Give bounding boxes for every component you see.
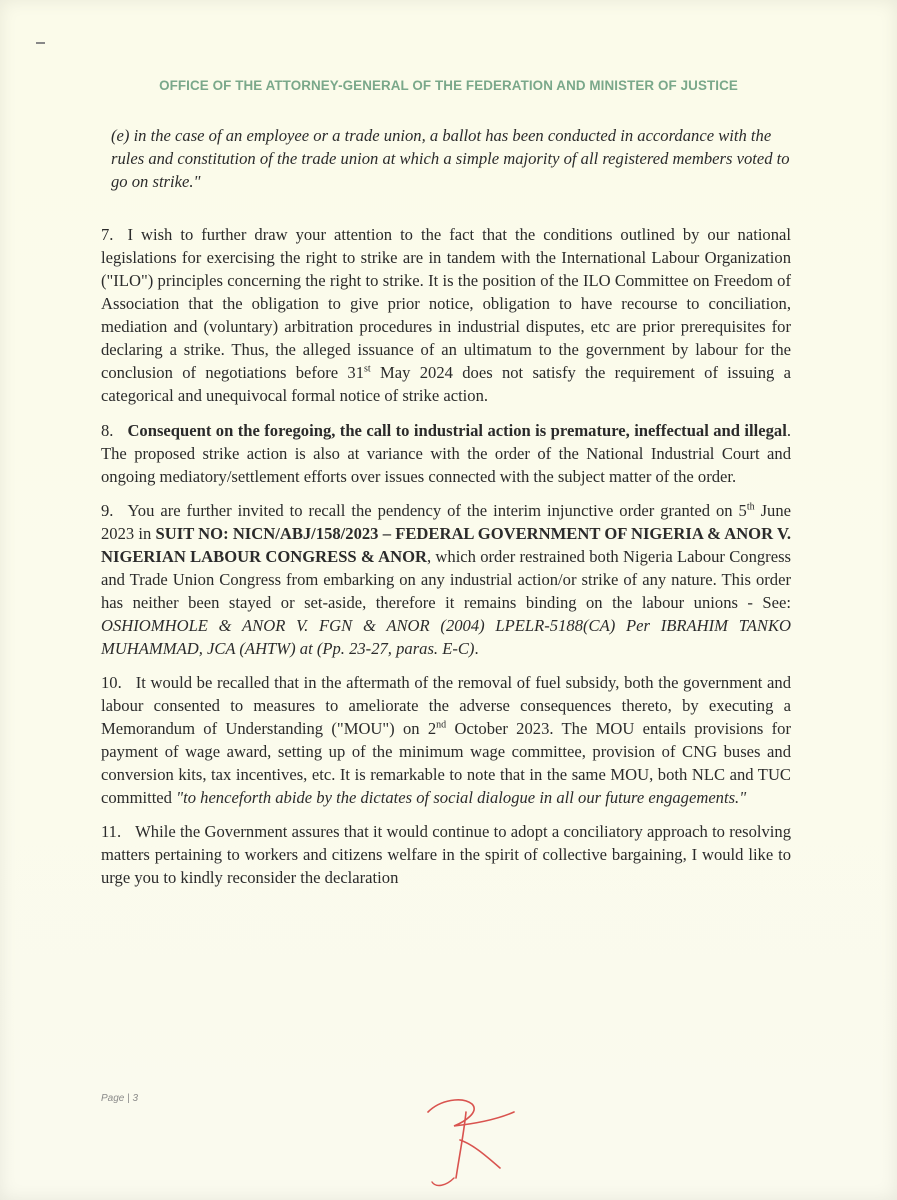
suit-citation: SUIT NO: NICN/ABJ/158/2023 – FEDERAL GOVERNMENT OF NIGERIA & ANOR V. NIGERIAN LABOUR CONGRESS & ANOR: [101, 524, 791, 566]
letter-body: [101, 124, 791, 889]
paragraph-text: .: [474, 639, 479, 658]
paragraph-text: June 2023 in: [101, 501, 791, 543]
ordinal-suffix: th: [746, 501, 755, 513]
paragraph-text: While the Government assures that it would continue to adopt a conciliatory approach to resolving matters pertaining to workers and citizens welfare in the spirit of collective bargaining, I would like to urge you to kindly reconsider the declaration: [101, 822, 791, 887]
page-number: Page | 3: [101, 1093, 139, 1104]
paragraph-9: [101, 499, 791, 660]
paragraph-8: [101, 419, 791, 488]
paragraph-number: 8.: [101, 421, 114, 440]
paragraph-text: . The proposed strike action is also at variance with the order of the National Industrial Court and ongoing mediatory/settlement efforts over issues connected with the subject matter of the order.: [101, 421, 791, 486]
case-citation: OSHIOMHOLE & ANOR V. FGN & ANOR (2004) LPELR-5188(CA) Per IBRAHIM TANKO MUHAMMAD, JCA (AHTW) at (Pp. 23-27, paras. E-C): [101, 616, 791, 658]
paragraph-10: [101, 671, 791, 809]
signature-icon: [410, 1082, 530, 1192]
mou-quote: "to henceforth abide by the dictates of social dialogue in all our future engagements.": [176, 788, 747, 807]
paragraph-text: May 2024 does not satisfy the requirement of issuing a categorical and unequivocal formal notice of strike action.: [101, 363, 791, 405]
ordinal-suffix: nd: [436, 719, 447, 731]
paragraph-text: It would be recalled that in the aftermath of the removal of fuel subsidy, both the government and labour consented to measures to ameliorate the adverse consequences thereto, by executing a Memorandum of Understanding ("MOU") on 2: [101, 673, 791, 738]
office-header: OFFICE OF THE ATTORNEY-GENERAL OF THE FEDERATION AND MINISTER OF JUSTICE: [159, 78, 738, 93]
scan-mark: [36, 42, 45, 44]
paragraph-7: [101, 223, 791, 407]
bold-conclusion: Consequent on the foregoing, the call to industrial action is premature, ineffectual and illegal: [127, 421, 787, 440]
paragraph-text: October 2023. The MOU entails provisions for payment of wage award, setting up of the minimum wage committee, provision of CNG buses and conversion kits, tax incentives, etc. It is remarkable to note that in the same MOU, both NLC and TUC committed: [101, 719, 791, 807]
paragraph-number: 7.: [101, 225, 114, 244]
paragraph-text: You are further invited to recall the pendency of the interim injunctive order granted on 5: [127, 501, 747, 520]
paragraph-number: 9.: [101, 501, 114, 520]
paragraph-number: 11.: [101, 822, 122, 841]
paragraph-number: 10.: [101, 673, 122, 692]
quoted-clause-e: (e) in the case of an employee or a trade union, a ballot has been conducted in accordance with the rules and constitution of the trade union at which a simple majority of all registered members voted to go on strike.": [111, 126, 790, 191]
paragraph-text: I wish to further draw your attention to the fact that the conditions outlined by our national legislations for exercising the right to strike are in tandem with the International Labour Organization ("ILO") principles concerning the right to strike. It is the position of the ILO Committee on Freedom of Association that the obligation to give prior notice, obligation to have recourse to conciliation, mediation and (voluntary) arbitration procedures in industrial disputes, etc are prior prerequisites for declaring a strike. Thus, the alleged issuance of an ultimatum to the government by labour for the conclusion of negotiations before 31: [101, 225, 791, 382]
ordinal-suffix: st: [364, 363, 371, 375]
paragraph-11: [101, 820, 791, 889]
paragraph-text: , which order restrained both Nigeria Labour Congress and Trade Union Congress from embarking on any industrial action/or strike of any nature. This order has neither been stayed or set-aside, therefore it remains binding on the labour unions - See:: [101, 547, 791, 612]
